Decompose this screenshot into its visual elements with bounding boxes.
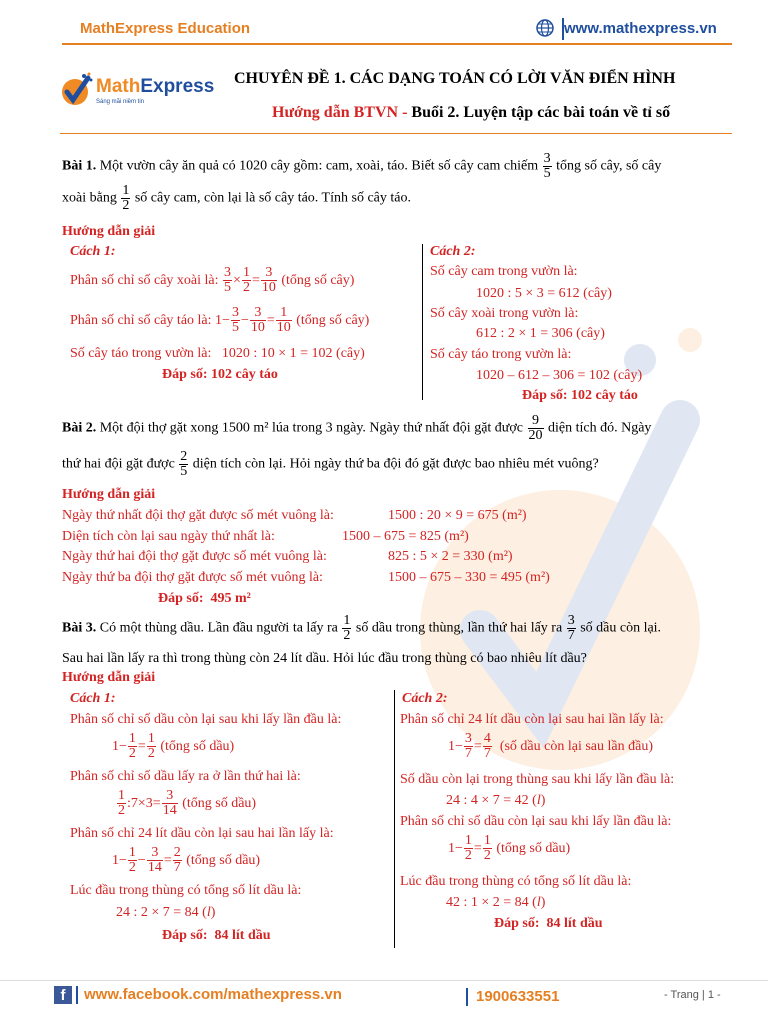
mathexpress-logo: [60, 68, 220, 112]
facebook-icon[interactable]: f: [54, 986, 72, 1004]
bai1-method1-title: Cách 1:: [70, 244, 116, 259]
footer-divider-1: [76, 986, 78, 1004]
bai3-method1-expr2: $\frac{1}{2}$ :7×3= $\frac{3}{14}$ (tổng số dầu): [118, 788, 257, 819]
header-brand: MathExpress Education: [80, 20, 251, 37]
logo-name-express: Express: [140, 76, 215, 97]
title-rule: [60, 133, 732, 134]
bai1-method2-line1: Số cây cam trong vườn là:: [430, 264, 578, 279]
page-number: - Trang | 1 -: [664, 989, 721, 1001]
bai1-method2-line2: Số cây xoài trong vườn là:: [430, 306, 579, 321]
logo-name-math: Math: [96, 76, 141, 97]
bai2-step3-text: Ngày thứ hai đội thợ gặt được số mét vuông là:: [62, 549, 327, 564]
bai2-step4-text: Ngày thứ ba đội thợ gặt được số mét vuông là:: [62, 570, 323, 585]
bai1-guide-heading: Hướng dẫn giải: [62, 224, 156, 239]
bai1-method2-answer: Đáp số: 102 cây táo: [522, 388, 638, 403]
bai1-method2-calc1: 1020 : 5 × 3 = 612 (cây): [476, 286, 612, 301]
bai1-question-line2: xoài bằng $\frac{1}{2}$ số cây cam, còn lại là số cây táo. Tính số cây táo.: [62, 183, 411, 213]
footer-divider-2: [466, 988, 468, 1006]
bai3-method2-line3: Phân số chỉ số dầu còn lại sau khi lấy lần đầu là:: [400, 814, 672, 829]
document-title: CHUYÊN ĐỀ 1. CÁC DẠNG TOÁN CÓ LỜI VĂN ĐIỂN HÌNH: [234, 70, 676, 87]
footer-phone: 1900633551: [476, 988, 560, 1005]
bai3-method1-line1: Phân số chỉ số dầu còn lại sau khi lấy lần đầu là:: [70, 712, 342, 727]
bai3-method2-expr1: 1− $\frac{3}{7}$ = $\frac{4}{7}$ (số dầu còn lại sau lần đầu): [448, 731, 653, 762]
bai1-method2-calc3: 1020 – 612 – 306 = 102 (cây): [476, 368, 643, 383]
bai3-method1-line3: Phân số chỉ 24 lít dầu còn lại sau hai lần lấy là:: [70, 826, 334, 841]
bai2-guide-heading: Hướng dẫn giải: [62, 487, 156, 502]
bai3-method2-line1: Phân số chỉ 24 lít dầu còn lại sau hai lần lấy là:: [400, 712, 664, 727]
bai3-method1-expr3: 1− $\frac{1}{2}$ − $\frac{3}{14}$ = $\frac{2}{7}$ (tổng số dầu): [112, 845, 261, 876]
bai3-question-line1: Bài 3. Có một thùng dầu. Lần đầu người ta lấy ra $\frac{1}{2}$ số dầu trong thùng, lần thứ hai lấy ra $\frac{3}{7}$ số dầu còn lại.: [62, 613, 662, 643]
bai2-answer: Đáp số: 495 m²: [158, 591, 251, 606]
bai1-method2-title: Cách 2:: [430, 244, 476, 259]
bai3-method1-line2: Phân số chỉ số dầu lấy ra ở lần thứ hai là:: [70, 769, 301, 784]
bai1-method1-answer: Đáp số: 102 cây táo: [162, 367, 278, 382]
bai3-method2-title: Cách 2:: [402, 691, 448, 706]
bai3-method1-calc: 24 : 2 × 7 = 84 (l): [116, 905, 216, 920]
bai1-method1-line2: Phân số chỉ số cây táo là: 1− $\frac{3}{5}$ − $\frac{3}{10}$ = $\frac{1}{10}$ (tổng số cây): [70, 305, 370, 336]
header-rule: [62, 43, 732, 45]
bai3-method2-line2: Số dầu còn lại trong thùng sau khi lấy lần đầu là:: [400, 772, 675, 787]
bai1-method1-line1: Phân số chỉ số cây xoài là: $\frac{3}{5}$ × $\frac{1}{2}$ = $\frac{3}{10}$ (tổng số cây): [70, 265, 355, 296]
bai1-question-line1: Bài 1. Một vườn cây ăn quả có 1020 cây gồm: cam, xoài, táo. Biết số cây cam chiếm $\frac{3}{5}$ tổng số cây, số cây: [62, 151, 662, 181]
bai1-method1-line3: Số cây táo trong vườn là: 1020 : 10 × 1 = 102 (cây): [70, 346, 365, 361]
header-website-link[interactable]: www.mathexpress.vn: [564, 20, 717, 37]
bai3-question-line2: Sau hai lần lấy ra thì trong thùng còn 24 lít dầu. Hỏi lúc đầu trong thùng có bao nhiêu lít dầu?: [62, 651, 587, 666]
bai3-column-divider: [394, 690, 395, 948]
bai1-method2-calc2: 612 : 2 × 1 = 306 (cây): [476, 326, 605, 341]
bai3-method2-calc2: 42 : 1 × 2 = 84 (l): [446, 895, 546, 910]
bai1-method2-line3: Số cây táo trong vườn là:: [430, 347, 572, 362]
bai2-question-line1: Bài 2. Một đội thợ gặt xong 1500 m² lúa trong 3 ngày. Ngày thứ nhất đội gặt được $\frac{9}{20}$ diện tích đó. Ngày: [62, 413, 652, 443]
globe-icon: [536, 19, 554, 37]
logo-tagline: Sáng mãi niềm tin: [96, 99, 145, 105]
bai2-step1-text: Ngày thứ nhất đội thợ gặt được số mét vuông là:: [62, 508, 334, 523]
bai1-column-divider: [422, 244, 423, 400]
footer-facebook-link[interactable]: www.facebook.com/mathexpress.vn: [84, 986, 342, 1003]
footer-rule: [0, 980, 768, 981]
bai3-method1-line4: Lúc đầu trong thùng có tổng số lít dầu là:: [70, 883, 302, 898]
bai2-question-line2: thứ hai đội gặt được $\frac{2}{5}$ diện tích còn lại. Hỏi ngày thứ ba đội đó gặt được bao nhiêu mét vuông?: [62, 449, 599, 479]
bai3-method2-expr2: 1− $\frac{1}{2}$ = $\frac{1}{2}$ (tổng số dầu): [448, 833, 571, 864]
bai3-method2-line4: Lúc đầu trong thùng có tổng số lít dầu là:: [400, 874, 632, 889]
bai3-method2-calc1: 24 : 4 × 7 = 42 (l): [446, 793, 546, 808]
bai3-method1-answer: Đáp số: 84 lít dầu: [162, 928, 271, 943]
bai3-method1-expr1: 1− $\frac{1}{2}$ = $\frac{1}{2}$ (tổng số dầu): [112, 731, 235, 762]
bai2-step3-calc: 825 : 5 × 2 = 330 (m²): [388, 549, 513, 564]
bai2-step2-text: Diện tích còn lại sau ngày thứ nhất là:: [62, 529, 275, 544]
bai3-guide-heading: Hướng dẫn giải: [62, 670, 156, 685]
bai2-step1-calc: 1500 : 20 × 9 = 675 (m²): [388, 508, 527, 523]
bai3-method2-answer: Đáp số: 84 lít dầu: [494, 916, 603, 931]
bai3-method1-title: Cách 1:: [70, 691, 116, 706]
bai2-step4-calc: 1500 – 675 – 330 = 495 (m²): [388, 570, 550, 585]
document-subtitle: Hướng dẫn BTVN - Buổi 2. Luyện tập các bài toán về tỉ số: [272, 104, 671, 121]
bai2-step2-calc: 1500 – 675 = 825 (m²): [342, 529, 469, 544]
